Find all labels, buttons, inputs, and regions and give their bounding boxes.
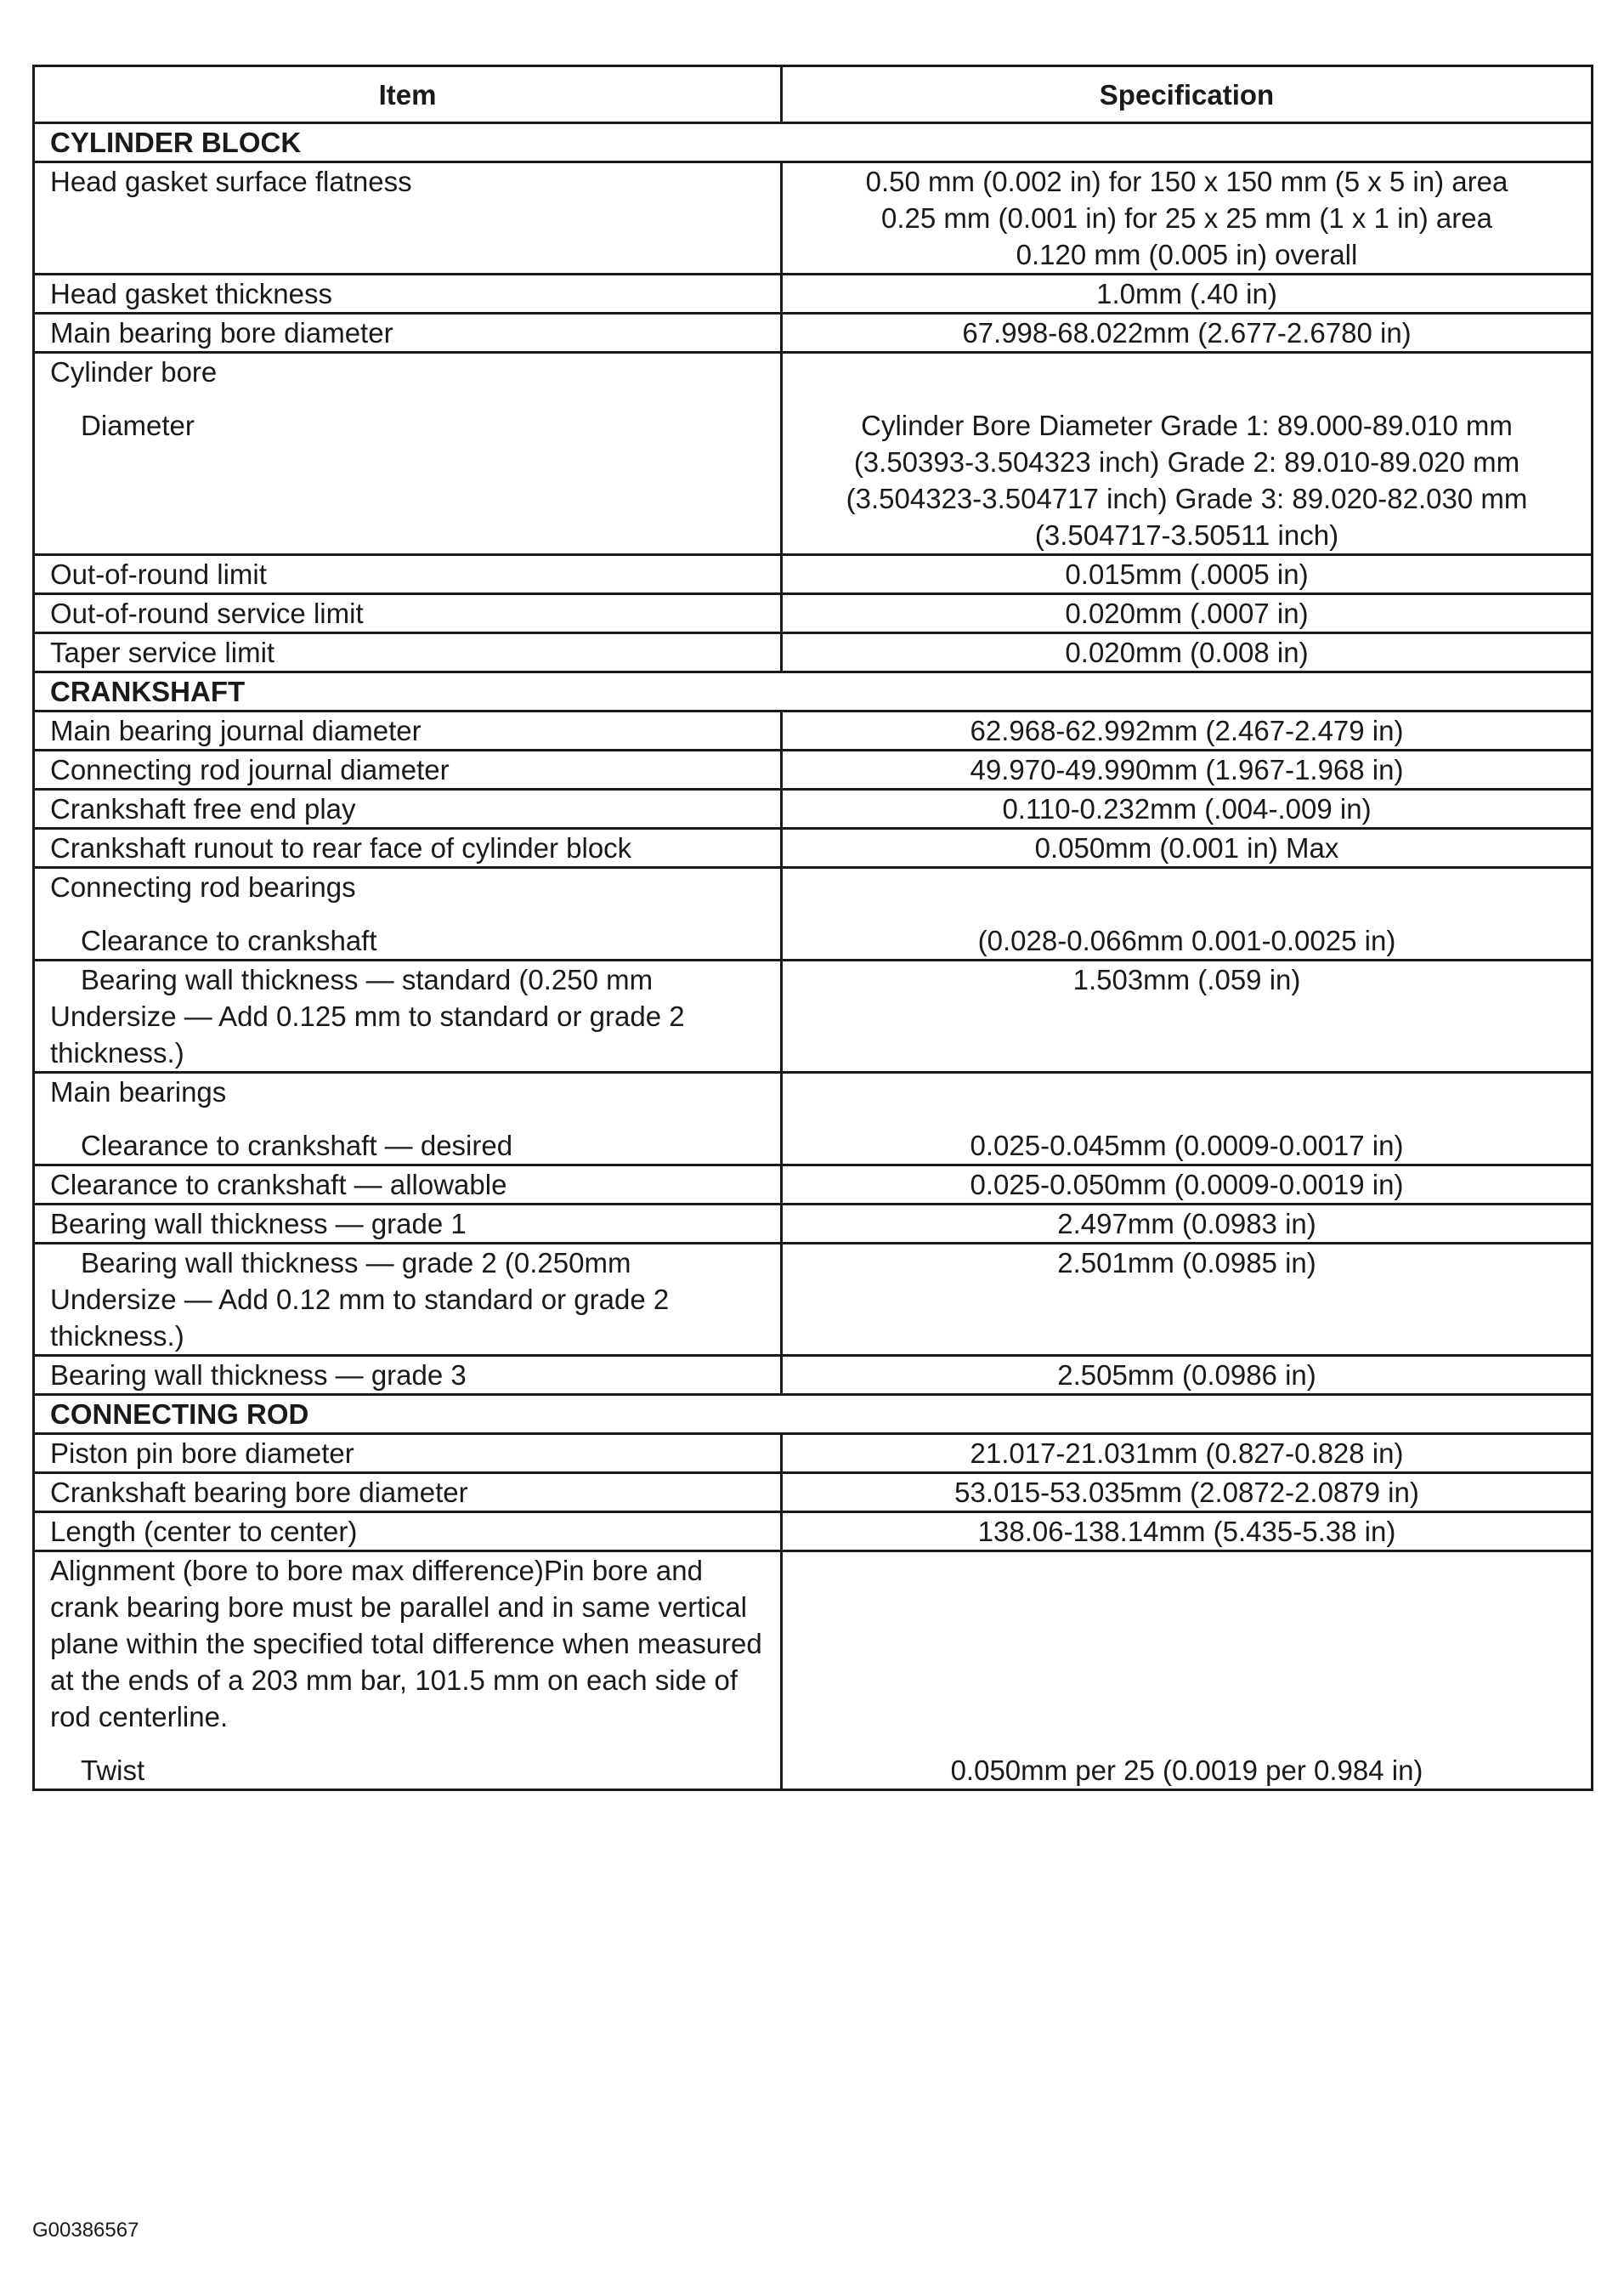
item-text-line: Bearing wall thickness — grade 2 (0.250mm bbox=[81, 1247, 631, 1278]
figure-id: G00386567 bbox=[32, 2219, 139, 2242]
item-cell bbox=[34, 961, 782, 1073]
item-cell: Taper service limit bbox=[34, 633, 782, 672]
item-text-line: Bearing wall thickness — standard (0.250 mm bbox=[81, 964, 654, 995]
item-cell: Head gasket surface flatness bbox=[34, 162, 782, 275]
item-cell: Crankshaft bearing bore diameter bbox=[34, 1473, 782, 1512]
table-row bbox=[34, 868, 1593, 961]
table-row bbox=[34, 1512, 1593, 1551]
column-header-specification: Specification bbox=[782, 66, 1593, 123]
spec-cell bbox=[782, 1073, 1593, 1165]
item-sub-label: Clearance to crankshaft bbox=[81, 925, 377, 956]
table-row bbox=[34, 1473, 1593, 1512]
spec-line: 0.120 mm (0.005 in) overall bbox=[1016, 239, 1358, 270]
spec-cell: 0.020mm (0.008 in) bbox=[782, 633, 1593, 672]
spec-cell: 2.497mm (0.0983 in) bbox=[782, 1205, 1593, 1244]
spacer bbox=[798, 354, 1576, 407]
item-group-label: Main bearings bbox=[50, 1076, 227, 1108]
item-cell: Out-of-round limit bbox=[34, 555, 782, 594]
spec-cell: 0.025-0.050mm (0.0009-0.0019 in) bbox=[782, 1165, 1593, 1205]
item-text: Alignment (bore to bore max difference)Pin bore and crank bearing bore must be parallel and in same vertical plane within the specified total difference when measured at the ends of a 203 mm bar, 101.5 mm on each side of rod centerline. bbox=[50, 1555, 762, 1732]
spec-cell: 2.501mm (0.0985 in) bbox=[782, 1244, 1593, 1356]
spacer bbox=[798, 869, 1576, 922]
section-connecting-rod: CONNECTING ROD bbox=[34, 1395, 1593, 1434]
spec-cell bbox=[782, 1551, 1593, 1790]
item-cell: Main bearing bore diameter bbox=[34, 314, 782, 353]
item-cell: Connecting rod journal diameter bbox=[34, 751, 782, 790]
item-sub-label: Diameter bbox=[81, 410, 195, 441]
item-cell: Out-of-round service limit bbox=[34, 594, 782, 633]
section-crankshaft: CRANKSHAFT bbox=[34, 672, 1593, 711]
spec-cell: 53.015-53.035mm (2.0872-2.0879 in) bbox=[782, 1473, 1593, 1512]
item-cell: Piston pin bore diameter bbox=[34, 1434, 782, 1473]
table-row bbox=[34, 275, 1593, 314]
spec-cell: 49.970-49.990mm (1.967-1.968 in) bbox=[782, 751, 1593, 790]
item-sub-label: Clearance to crankshaft — desired bbox=[81, 1130, 513, 1161]
section-row bbox=[34, 672, 1593, 711]
spec-text: Cylinder Bore Diameter Grade 1: 89.000-89.010 mm (3.50393-3.504323 inch) Grade 2: 89.010-89.020 mm (3.504323-3.504717 inch) Grade 3: 89.020-82.030 mm (3.504717-3.50511 inch) bbox=[846, 410, 1528, 551]
table-row bbox=[34, 1356, 1593, 1395]
item-cell bbox=[34, 353, 782, 555]
table-row bbox=[34, 314, 1593, 353]
item-cell: Crankshaft free end play bbox=[34, 790, 782, 829]
item-cell bbox=[34, 868, 782, 961]
table-row bbox=[34, 594, 1593, 633]
item-text-line: Undersize — Add 0.12 mm to standard or grade 2 thickness.) bbox=[50, 1284, 670, 1352]
spec-cell bbox=[782, 162, 1593, 275]
section-row bbox=[34, 123, 1593, 162]
table-row bbox=[34, 1551, 1593, 1790]
item-cell: Main bearing journal diameter bbox=[34, 711, 782, 751]
spec-cell: 67.998-68.022mm (2.677-2.6780 in) bbox=[782, 314, 1593, 353]
table-row bbox=[34, 1434, 1593, 1473]
spec-text: 0.025-0.045mm (0.0009-0.0017 in) bbox=[970, 1130, 1404, 1161]
item-cell: Bearing wall thickness — grade 3 bbox=[34, 1356, 782, 1395]
table-row bbox=[34, 633, 1593, 672]
spec-text: (0.028-0.066mm 0.001-0.0025 in) bbox=[977, 925, 1396, 956]
item-cell: Length (center to center) bbox=[34, 1512, 782, 1551]
table-row bbox=[34, 1073, 1593, 1165]
item-text-line: Undersize — Add 0.125 mm to standard or grade 2 thickness.) bbox=[50, 1001, 685, 1069]
spec-cell: 62.968-62.992mm (2.467-2.479 in) bbox=[782, 711, 1593, 751]
item-cell: Bearing wall thickness — grade 1 bbox=[34, 1205, 782, 1244]
table-row bbox=[34, 353, 1593, 555]
spec-cell: 0.050mm (0.001 in) Max bbox=[782, 829, 1593, 868]
item-sub-label: Twist bbox=[81, 1755, 145, 1786]
item-cell: Crankshaft runout to rear face of cylinder block bbox=[34, 829, 782, 868]
column-header-item: Item bbox=[34, 66, 782, 123]
table-row bbox=[34, 751, 1593, 790]
table-row bbox=[34, 162, 1593, 275]
item-cell: Clearance to crankshaft — allowable bbox=[34, 1165, 782, 1205]
spec-cell: 0.110-0.232mm (.004-.009 in) bbox=[782, 790, 1593, 829]
spec-cell: 0.015mm (.0005 in) bbox=[782, 555, 1593, 594]
spec-cell: 2.505mm (0.0986 in) bbox=[782, 1356, 1593, 1395]
table-row bbox=[34, 1165, 1593, 1205]
table-row bbox=[34, 1244, 1593, 1356]
table-row bbox=[34, 790, 1593, 829]
spec-cell: 1.503mm (.059 in) bbox=[782, 961, 1593, 1073]
table-header-row bbox=[34, 66, 1593, 123]
spec-line: 0.25 mm (0.001 in) for 25 x 25 mm (1 x 1 in) area bbox=[881, 202, 1492, 234]
spacer bbox=[798, 1074, 1576, 1127]
specification-table bbox=[32, 65, 1593, 1791]
item-group-label: Cylinder bore bbox=[50, 356, 218, 388]
item-cell: Head gasket thickness bbox=[34, 275, 782, 314]
spec-cell: 138.06-138.14mm (5.435-5.38 in) bbox=[782, 1512, 1593, 1551]
table-row bbox=[34, 829, 1593, 868]
spec-cell: 21.017-21.031mm (0.827-0.828 in) bbox=[782, 1434, 1593, 1473]
section-row bbox=[34, 1395, 1593, 1434]
spec-cell bbox=[782, 868, 1593, 961]
table-row bbox=[34, 555, 1593, 594]
item-group-label: Connecting rod bearings bbox=[50, 871, 356, 903]
spec-text: 0.050mm per 25 (0.0019 per 0.984 in) bbox=[950, 1755, 1423, 1786]
spacer bbox=[798, 1552, 1576, 1752]
item-cell bbox=[34, 1073, 782, 1165]
table-row bbox=[34, 1205, 1593, 1244]
section-cylinder-block: CYLINDER BLOCK bbox=[34, 123, 1593, 162]
spec-line: 0.50 mm (0.002 in) for 150 x 150 mm (5 x 5 in) area bbox=[865, 166, 1508, 197]
spec-cell: 1.0mm (.40 in) bbox=[782, 275, 1593, 314]
table-row bbox=[34, 961, 1593, 1073]
spec-cell bbox=[782, 353, 1593, 555]
item-cell bbox=[34, 1551, 782, 1790]
item-cell bbox=[34, 1244, 782, 1356]
spec-cell: 0.020mm (.0007 in) bbox=[782, 594, 1593, 633]
table-row bbox=[34, 711, 1593, 751]
